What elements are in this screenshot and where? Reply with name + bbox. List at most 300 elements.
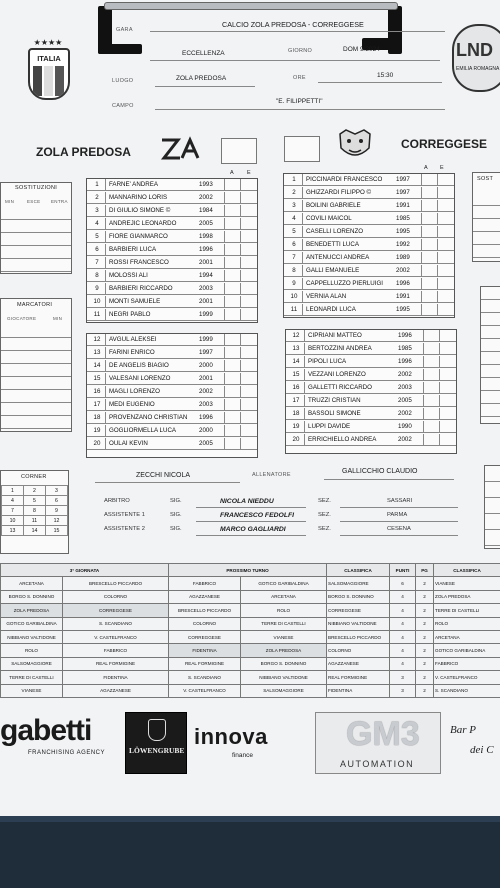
official-name-line (196, 507, 306, 508)
gm3-sub-text: AUTOMATION (340, 759, 415, 769)
player-name: MANNARINO LORIS (109, 193, 168, 201)
player-year: 1991 (396, 201, 410, 209)
giornata-away: BRESCELLO PICCARDO (63, 577, 169, 590)
hdr-pg: PG (416, 564, 434, 577)
player-name: NEGRI PABLO (109, 310, 151, 318)
player-col-e-cell (240, 360, 257, 371)
marcatori-title: MARCATORI (17, 302, 53, 308)
clipboard-edge (0, 816, 500, 822)
classifica-punti: 4 (390, 644, 416, 657)
corner-n1: 1 (2, 486, 24, 496)
hdr-classifica-2: CLASSIFICA (434, 564, 500, 577)
gara-label: GARA (116, 27, 133, 33)
player-col-e-cell (437, 265, 454, 276)
official-city-line (340, 535, 458, 536)
player-number: 12 (292, 331, 300, 339)
player-year: 2001 (199, 258, 213, 266)
num-separator (105, 283, 106, 294)
player-name: CAPPELLUZZO PIERLUIGI (306, 279, 384, 287)
giornata-away: REAL FORMIGINE (63, 657, 169, 670)
player-col-e-cell (437, 278, 454, 289)
num-separator (304, 356, 305, 367)
player-name: MEDI EUGENIO (109, 400, 155, 408)
player-col-a-cell (224, 244, 241, 255)
home-starters-table (86, 178, 258, 323)
player-col-e-cell (437, 200, 454, 211)
player-col-e-cell (439, 343, 456, 354)
giornata-away: V. CASTELFRANCO (63, 630, 169, 643)
classifica-pg: 2 (416, 590, 434, 603)
player-col-a-cell (421, 239, 438, 250)
standings-row (1, 617, 500, 630)
player-col-a-cell (224, 218, 241, 229)
num-separator (105, 334, 106, 345)
giorno-label: GIORNO (288, 48, 313, 54)
player-number: 1 (292, 175, 296, 183)
num-separator (304, 434, 305, 445)
player-year: 1996 (398, 357, 412, 365)
player-col-a-cell (423, 382, 440, 393)
num-separator (105, 347, 106, 358)
player-col-a-cell (224, 347, 241, 358)
official-role: ASSISTENTE 1 (104, 512, 145, 518)
player-number: 17 (292, 396, 300, 404)
player-col-a-cell (421, 174, 438, 185)
player-number: 8 (95, 271, 99, 279)
home-col-e: E (247, 170, 251, 176)
home-club-logo-icon (160, 136, 204, 162)
player-year: 2005 (199, 219, 213, 227)
standings-row (1, 604, 500, 617)
player-year: 2002 (396, 266, 410, 274)
italia-shield-body (28, 48, 70, 100)
player-number: 4 (95, 219, 99, 227)
corner-n13: 13 (2, 526, 24, 536)
player-col-e-cell (240, 244, 257, 255)
player-year: 2001 (199, 297, 213, 305)
prossimo-home: CORREGGESE (169, 630, 241, 643)
hdr-punti: PUNTI (390, 564, 416, 577)
prossimo-away: ARCETANA (241, 590, 327, 603)
classifica2-team: TERRE DI CASTELLI (434, 604, 500, 617)
official-name: FRANCESCO FEDOLFI (220, 512, 295, 519)
corner-n10: 10 (2, 516, 24, 526)
num-separator (105, 244, 106, 255)
player-col-a-cell (423, 434, 440, 445)
num-separator (302, 213, 303, 224)
standings-row (1, 684, 500, 697)
num-separator (302, 174, 303, 185)
player-name: COVILI MAICOL (306, 214, 352, 222)
num-separator (105, 425, 106, 436)
category-line (150, 60, 440, 61)
num-separator (105, 412, 106, 423)
player-row (284, 187, 454, 199)
classifica-punti: 6 (390, 577, 416, 590)
classifica-punti: 4 (390, 590, 416, 603)
player-year: 2005 (199, 439, 213, 447)
bar-text: Bar P (450, 724, 476, 736)
official-city-line (340, 521, 458, 522)
gabetti-logo-text: gabetti (0, 714, 92, 747)
prossimo-away: TERRE DI CASTELLI (241, 617, 327, 630)
player-row (286, 356, 456, 368)
player-year: 1999 (199, 310, 213, 318)
player-year: 1999 (199, 335, 213, 343)
player-year: 1997 (396, 175, 410, 183)
player-year: 2003 (398, 383, 412, 391)
prossimo-away: GOTICO GARIBALDINA (241, 577, 327, 590)
official-sig: SIG. (170, 512, 182, 518)
player-row (87, 412, 257, 424)
player-number: 15 (93, 374, 101, 382)
classifica-pg: 2 (416, 657, 434, 670)
player-col-e-cell (240, 257, 257, 268)
player-number: 9 (292, 279, 296, 287)
player-col-a-cell (421, 265, 438, 276)
player-col-e-cell (240, 270, 257, 281)
num-separator (105, 192, 106, 203)
num-separator (304, 382, 305, 393)
sponsor-gabetti (0, 712, 122, 772)
player-row (284, 304, 454, 316)
player-row (87, 257, 257, 269)
classifica-punti: 3 (390, 671, 416, 684)
player-number: 15 (292, 370, 300, 378)
italia-shield-icon (26, 38, 70, 100)
player-col-a-cell (224, 373, 241, 384)
prossimo-home: COLORNO (169, 617, 241, 630)
player-col-a-cell (224, 257, 241, 268)
giornata-home: GOTICO GARIBALDINA (1, 617, 63, 630)
player-row (87, 425, 257, 437)
prossimo-away: NIBBIANO VALTIDONE (241, 671, 327, 684)
player-number: 11 (290, 305, 298, 313)
lnd-text: LND (456, 40, 493, 60)
giornata-home: NIBBIANO VALTIDONE (1, 630, 63, 643)
num-separator (105, 386, 106, 397)
player-year: 2003 (199, 400, 213, 408)
player-row (87, 438, 257, 450)
prossimo-home: AGAZZANESE (169, 590, 241, 603)
player-name: GALLI EMANUELE (306, 266, 360, 274)
player-year: 1993 (199, 180, 213, 188)
classifica-pg: 2 (416, 630, 434, 643)
player-name: GHIZZARDI FILIPPO © (306, 188, 372, 196)
player-col-a-cell (421, 291, 438, 302)
clipboard-bar (104, 2, 398, 10)
player-number: 7 (292, 253, 296, 261)
player-year: 2003 (199, 284, 213, 292)
player-name: VERNIA ALAN (306, 292, 347, 300)
player-col-e-cell (240, 412, 257, 423)
marc-col-min: MIN (53, 316, 63, 321)
marc-grid (1, 325, 71, 431)
player-row (87, 373, 257, 385)
player-col-e-cell (240, 231, 257, 242)
player-col-e-cell (437, 174, 454, 185)
official-name: MARCO GAGLIARDI (220, 526, 286, 533)
classifica-pg: 2 (416, 644, 434, 657)
player-col-a-cell (423, 330, 440, 341)
gm3-text: GM3 (346, 715, 420, 753)
player-row (87, 179, 257, 191)
player-col-a-cell (423, 421, 440, 432)
player-year: 1996 (398, 331, 412, 339)
player-number: 13 (292, 344, 300, 352)
campo-label: CAMPO (112, 103, 134, 109)
away-col-a: A (424, 165, 428, 171)
player-row (87, 283, 257, 295)
classifica2-team: VIANESE (434, 577, 500, 590)
player-name: FARINI ENRICO (109, 348, 155, 356)
standings-row (1, 590, 500, 603)
luogo-value: ZOLA PREDOSA (176, 75, 227, 82)
gabetti-sub-text: FRANCHISING AGENCY (28, 750, 106, 756)
player-number: 2 (95, 193, 99, 201)
player-number: 19 (292, 422, 300, 430)
prossimo-away: VIANESE (241, 630, 327, 643)
num-separator (105, 360, 106, 371)
official-city: SASSARI (387, 498, 413, 504)
sost-col-esce: ESCE (27, 199, 41, 204)
player-year: 1985 (398, 344, 412, 352)
player-col-e-cell (437, 187, 454, 198)
player-row (284, 226, 454, 238)
classifica2-team: ZOLA PREDOSA (434, 590, 500, 603)
player-row (284, 291, 454, 303)
player-year: 1998 (199, 232, 213, 240)
prossimo-home: FIDENTINA (169, 644, 241, 657)
sost-grid (1, 207, 71, 273)
num-separator (105, 231, 106, 242)
official-name-line (196, 535, 306, 536)
home-subs-table (86, 333, 258, 458)
player-year: 2002 (398, 370, 412, 378)
classifica-team: NIBBIANO VALTIDONE (327, 617, 390, 630)
away-score-box (284, 136, 320, 162)
sponsor-gm3 (315, 712, 441, 774)
corner-n7: 7 (2, 506, 24, 516)
sponsor-lowengrube (125, 712, 187, 774)
standings-row (1, 671, 500, 684)
innova-text: innova (194, 724, 268, 749)
player-row (284, 200, 454, 212)
player-name: DE ANGELIS BIAGIO (109, 361, 169, 369)
player-row (286, 330, 456, 342)
classifica-team: COLORNO (327, 644, 390, 657)
player-col-e-cell (240, 283, 257, 294)
category-value: ECCELLENZA (182, 50, 225, 57)
player-number: 19 (93, 426, 101, 434)
player-year: 1996 (199, 413, 213, 421)
player-number: 18 (93, 413, 101, 421)
corner-n5: 5 (24, 496, 46, 506)
player-row (87, 309, 257, 321)
corner-n12: 12 (46, 516, 68, 526)
player-number: 20 (292, 435, 300, 443)
prossimo-away: ZOLA PREDOSA (241, 644, 327, 657)
luogo-label: LUOGO (112, 78, 134, 84)
innova-sub-text: finance (232, 752, 253, 759)
num-separator (302, 304, 303, 315)
standings-row (1, 644, 500, 657)
player-col-e-cell (240, 296, 257, 307)
away-col-e: E (440, 165, 444, 171)
player-number: 12 (93, 335, 101, 343)
classifica-punti: 4 (390, 604, 416, 617)
player-col-e-cell (439, 382, 456, 393)
player-number: 17 (93, 400, 101, 408)
classifica-pg: 2 (416, 617, 434, 630)
num-separator (105, 438, 106, 449)
giornata-away: COLORNO (63, 590, 169, 603)
giornata-home: TERRE DI CASTELLI (1, 671, 63, 684)
player-col-a-cell (224, 270, 241, 281)
home-col-a: A (230, 170, 234, 176)
player-year: 2000 (199, 426, 213, 434)
player-number: 9 (95, 284, 99, 292)
marc-col-giocatore: GIOCATORE (7, 316, 37, 321)
classifica-team: BRESCELLO PICCARDO (327, 630, 390, 643)
player-col-e-cell (439, 421, 456, 432)
num-separator (105, 205, 106, 216)
sponsor-bar (444, 712, 500, 772)
hdr-prossimo: PROSSIMO TURNO (169, 564, 327, 577)
away-club-logo-icon (336, 128, 374, 162)
player-col-a-cell (224, 425, 241, 436)
lnd-sub-text: EMILIA ROMAGNA (456, 66, 500, 72)
player-name: BASSOLI SIMONE (308, 409, 361, 417)
classifica-pg: 2 (416, 684, 434, 697)
num-separator (302, 239, 303, 250)
num-separator (304, 343, 305, 354)
lowen-text: LÖWENGRUBE (129, 746, 185, 755)
prossimo-away: ROLO (241, 604, 327, 617)
player-year: 1984 (199, 206, 213, 214)
official-role: ARBITRO (104, 498, 130, 504)
num-separator (105, 373, 106, 384)
corner-title: CORNER (21, 474, 47, 480)
player-col-e-cell (439, 330, 456, 341)
sostituzioni-title: SOSTITUZIONI (15, 185, 58, 191)
player-year: 1991 (396, 292, 410, 300)
player-col-e-cell (240, 334, 257, 345)
player-year: 2002 (398, 435, 412, 443)
official-sez: SEZ. (318, 526, 331, 532)
ore-value: 15:30 (377, 72, 394, 79)
classifica2-team: ARCETANA (434, 630, 500, 643)
player-year: 1989 (396, 253, 410, 261)
player-name: BARBIERI RICCARDO (109, 284, 173, 292)
player-number: 4 (292, 214, 296, 222)
player-col-e-cell (437, 304, 454, 315)
official-sig: SIG. (170, 498, 182, 504)
player-row (87, 218, 257, 230)
player-number: 3 (95, 206, 99, 214)
player-name: FIORE GIANMARCO (109, 232, 168, 240)
player-col-a-cell (423, 356, 440, 367)
giornata-home: ROLO (1, 644, 63, 657)
giornata-away: FABBRICO (63, 644, 169, 657)
official-role: ASSISTENTE 2 (104, 526, 145, 532)
player-col-e-cell (437, 226, 454, 237)
player-year: 1990 (398, 422, 412, 430)
corner-box (0, 470, 69, 554)
player-col-e-cell (437, 239, 454, 250)
player-col-a-cell (224, 179, 241, 190)
classifica-punti: 4 (390, 657, 416, 670)
player-name: BARBIERI LUCA (109, 245, 157, 253)
player-col-a-cell (224, 334, 241, 345)
player-number: 7 (95, 258, 99, 266)
player-col-a-cell (224, 231, 241, 242)
player-number: 8 (292, 266, 296, 274)
player-name: ANTENUCCI ANDREA (306, 253, 370, 261)
player-year: 1995 (396, 227, 410, 235)
player-col-a-cell (224, 412, 241, 423)
player-row (286, 408, 456, 420)
lowen-crest-icon (148, 719, 166, 741)
bar-sub-text: dei C (470, 744, 494, 756)
gara-value: CALCIO ZOLA PREDOSA - CORREGGESE (222, 20, 364, 29)
player-col-a-cell (224, 192, 241, 203)
player-row (286, 434, 456, 446)
player-name: LEONARDI LUCA (306, 305, 356, 313)
sponsor-innova (192, 712, 304, 772)
corner-n8: 8 (24, 506, 46, 516)
home-team-name: ZOLA PREDOSA (36, 145, 131, 159)
corner-n14: 14 (24, 526, 46, 536)
corner-n9: 9 (46, 506, 68, 516)
player-row (87, 270, 257, 282)
player-year: 1997 (396, 188, 410, 196)
num-separator (304, 395, 305, 406)
shield-stripe-2 (44, 66, 53, 96)
player-row (87, 231, 257, 243)
player-row (286, 343, 456, 355)
luogo-line (155, 86, 255, 87)
campo-value: "E. FILIPPETTI" (276, 98, 323, 105)
player-name: CIPRIANI MATTEO (308, 331, 362, 339)
prossimo-home: S. SCANDIANO (169, 671, 241, 684)
player-col-a-cell (421, 252, 438, 263)
player-col-a-cell (421, 278, 438, 289)
hdr-giornata: 3° GIORNATA (1, 564, 169, 577)
player-col-a-cell (224, 309, 241, 320)
player-name: BENEDETTI LUCA (306, 240, 359, 248)
player-number: 6 (95, 245, 99, 253)
player-name: CASELLI LORENZO (306, 227, 364, 235)
stars-icon: ★★★★ (33, 38, 63, 47)
classifica-pg: 2 (416, 577, 434, 590)
num-separator (105, 399, 106, 410)
num-separator (304, 421, 305, 432)
right-sost-grid (473, 193, 500, 261)
player-number: 20 (93, 439, 101, 447)
marcatori-box (0, 298, 72, 432)
player-year: 2001 (199, 374, 213, 382)
shield-stripe-3 (55, 66, 64, 96)
classifica2-team: V. CASTELFRANCO (434, 671, 500, 684)
player-col-a-cell (421, 200, 438, 211)
num-separator (105, 218, 106, 229)
giornata-away: FIDENTINA (63, 671, 169, 684)
player-name: ROSSI FRANCESCO (109, 258, 169, 266)
corner-n3: 3 (46, 486, 68, 496)
player-name: VEZZANI LORENZO (308, 370, 366, 378)
player-col-e-cell (439, 434, 456, 445)
